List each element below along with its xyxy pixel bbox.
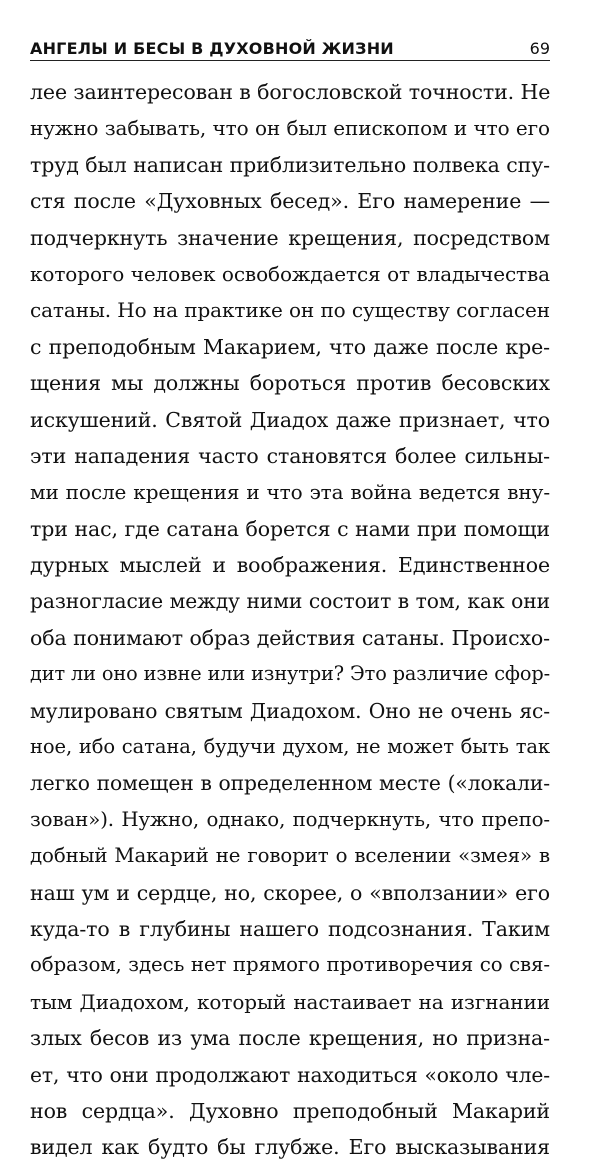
text-line: нужно забывать, что он был епископом и что его bbox=[30, 116, 550, 141]
text-line: видел как будто бы глубже. Его высказывания bbox=[30, 1135, 550, 1160]
text-line: образом, здесь нет прямого противоречия со свя- bbox=[30, 953, 550, 977]
text-line: стя после «Духовных бесед». Его намерение — bbox=[30, 189, 550, 214]
text-line: ми после крещения и что эта война ведется вну- bbox=[30, 480, 550, 505]
running-head-title: АНГЕЛЫ И БЕСЫ В ДУХОВНОЙ ЖИЗНИ bbox=[30, 39, 394, 58]
running-head bbox=[30, 30, 550, 61]
text-line: легко помещен в определенном месте («локали- bbox=[30, 771, 550, 796]
text-line: ет, что они продолжают находиться «около чле- bbox=[30, 1062, 550, 1087]
text-line: с преподобным Макарием, что даже после кре- bbox=[30, 334, 550, 359]
text-line: мулировано святым Диадохом. Оно не очень яс- bbox=[30, 698, 550, 723]
text-line: труд был написан приблизительно полвека спу- bbox=[30, 152, 550, 177]
text-line: искушений. Святой Диадох даже признает, что bbox=[30, 407, 550, 432]
text-line: дит ли оно извне или изнутри? Это различие сфор- bbox=[30, 662, 550, 686]
text-line: сатаны. Но на практике он по существу согласен bbox=[30, 298, 550, 323]
text-line: злых бесов из ума после крещения, но призна- bbox=[30, 1026, 550, 1051]
page-number: 69 bbox=[529, 39, 550, 58]
text-line: щения мы должны бороться против бесовских bbox=[30, 371, 550, 396]
text-line: которого человек освобождается от владычества bbox=[30, 261, 550, 286]
text-line: тым Диадохом, который настаивает на изгнании bbox=[30, 989, 550, 1014]
text-line: эти нападения часто становятся более сильны- bbox=[30, 443, 550, 468]
text-line: лее заинтересован в богословской точности. Не bbox=[30, 80, 551, 104]
text-line: ное, ибо сатана, будучи духом, не может быть так bbox=[30, 735, 550, 759]
text-line: добный Макарий не говорит о вселении «змея» в bbox=[30, 844, 550, 868]
body-text bbox=[30, 74, 550, 1166]
text-line: три нас, где сатана борется с нами при помощи bbox=[30, 516, 550, 541]
text-line: наш ум и сердце, но, скорее, о «вползании» его bbox=[30, 880, 550, 905]
text-line: разногласие между ними состоит в том, как они bbox=[30, 589, 550, 614]
text-line: дурных мыслей и воображения. Единственное bbox=[30, 553, 550, 578]
text-line: куда-то в глубины нашего подсознания. Таким bbox=[30, 916, 550, 941]
text-line: подчеркнуть значение крещения, посредством bbox=[30, 225, 550, 250]
text-line: нов сердца». Духовно преподобный Макарий bbox=[30, 1098, 550, 1123]
text-line: зован»). Нужно, однако, подчеркнуть, что препо- bbox=[30, 807, 550, 831]
text-line: оба понимают образ действия сатаны. Происхо- bbox=[30, 625, 550, 650]
